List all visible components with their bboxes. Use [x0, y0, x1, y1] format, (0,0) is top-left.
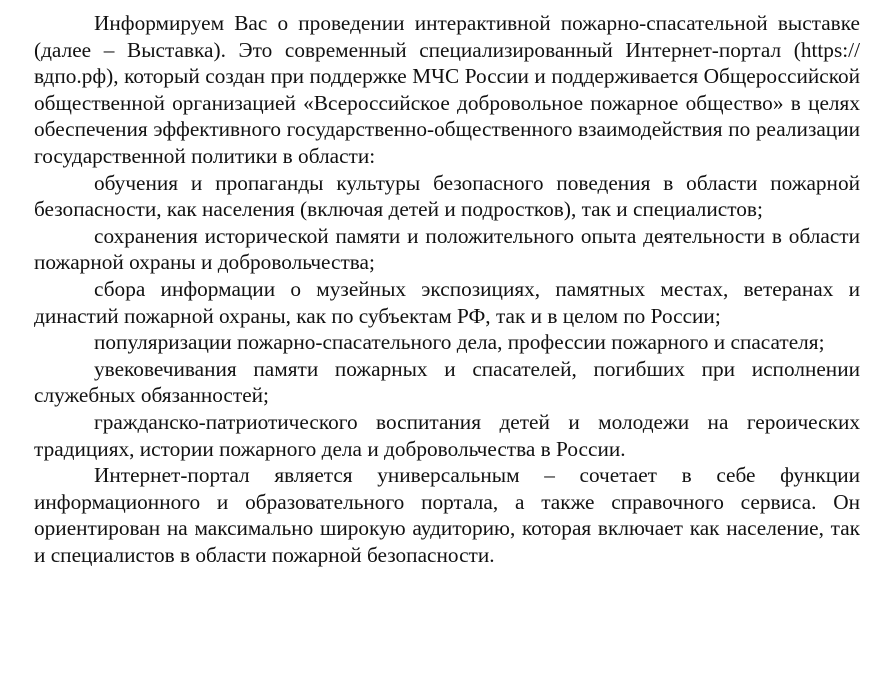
- goal-item-6: гражданско-патриотического воспитания детей и молодежи на героических традициях, истории пожарного дела и добровольчества в России.: [34, 409, 860, 461]
- conclusion-paragraph: Интернет-портал является универсальным – сочетает в себе функции информационного и образовательного портала, а также справочного сервиса. Он ориентирован на максимально широкую аудиторию, которая включает как население, так и специалистов в области пожарной безопасности.: [34, 463, 860, 567]
- goal-item-3: сбора информации о музейных экспозициях, памятных местах, ветеранах и династий пожарной охраны, как по субъектам РФ, так и в целом по России;: [34, 276, 860, 328]
- goal-item-5: увековечивания памяти пожарных и спасателей, погибших при исполнении служебных обязанностей;: [34, 356, 860, 408]
- goal-item-2: сохранения исторической памяти и положительного опыта деятельности в области пожарной охраны и добровольчества;: [34, 223, 860, 275]
- goal-item-4: популяризации пожарно-спасательного дела, профессии пожарного и спасателя;: [94, 330, 825, 355]
- goal-item-1: обучения и пропаганды культуры безопасного поведения в области пожарной безопасности, как населения (включая детей и подростков), так и специалистов;: [34, 170, 860, 222]
- intro-paragraph: Информируем Вас о проведении интерактивной пожарно-спасательной выставке (далее – Выставка). Это современный специализированный Интернет-портал (https://вдпо.рф), который создан при поддержке МЧС России и поддерживается Общероссийской общественной организацией «Всероссийское добровольное пожарное общество» в целях обеспечения эффективного государственно-общественного взаимодействия по реализации государственной политики в области:: [34, 11, 860, 168]
